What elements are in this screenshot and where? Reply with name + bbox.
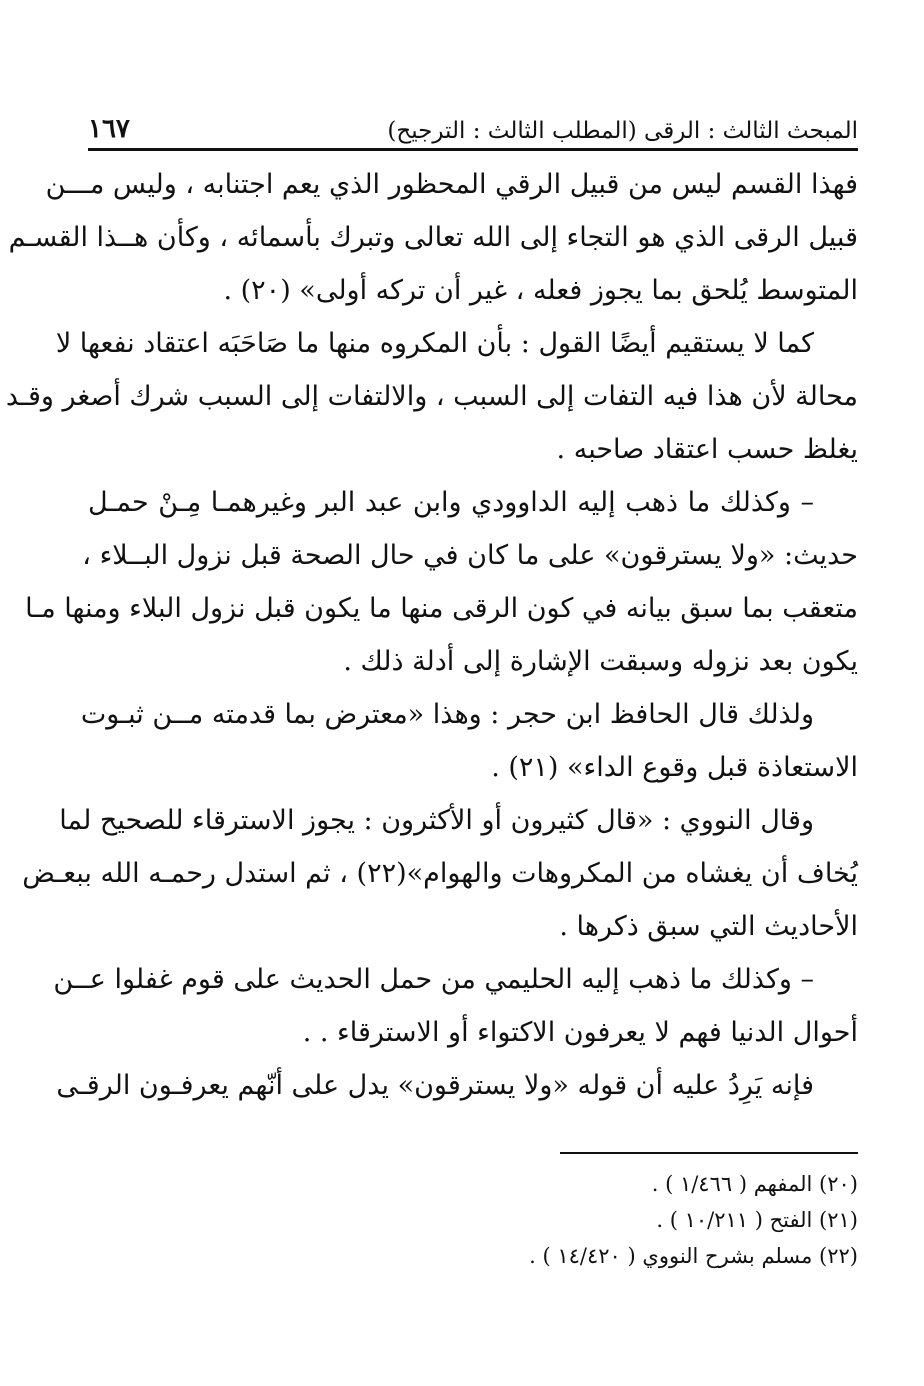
body-text bbox=[5, 158, 858, 1112]
text-line: يغلظ حسب اعتقاد صاحبه . bbox=[556, 434, 858, 465]
text-line: متعقب بما سبق بيانه في كون الرقى منها ما يكون قبل نزول البلاء ومنها مـا bbox=[25, 593, 858, 624]
footnotes bbox=[88, 1166, 858, 1274]
text-line: وقال النووي : «قال كثيرون أو الأكثرون : يجوز الاسترقاء للصحيح لما bbox=[59, 805, 814, 836]
text-line: حديث: «ولا يسترقون» على ما كان في حال الصحة قبل نزول البــلاء ، bbox=[82, 540, 858, 571]
text-line: يكون بعد نزوله وسبقت الإشارة إلى أدلة ذلك . bbox=[343, 646, 858, 677]
header-rule bbox=[88, 148, 858, 151]
text-line: يُخاف أن يغشاه من المكروهات والهوام»(٢٢) ، ثم استدل رحمـه الله ببعـض bbox=[22, 858, 858, 889]
footnote: (٢٠) المفهم ( ١/٤٦٦ ) . bbox=[651, 1172, 858, 1196]
header-title: المبحث الثالث : الرقى (المطلب الثالث : الترجيح) bbox=[387, 118, 858, 144]
text-line: فهذا القسم ليس من قبيل الرقي المحظور الذي يعم اجتنابه ، وليس مـــن bbox=[45, 169, 858, 200]
text-line: ولذلك قال الحافظ ابن حجر : وهذا «معترض بما قدمته مــن ثبـوت bbox=[80, 699, 814, 730]
text-line: محالة لأن هذا فيه التفات إلى السبب ، والالتفات إلى السبب شرك أصغر وقـد bbox=[5, 381, 858, 412]
text-line: كما لا يستقيم أيضًا القول : بأن المكروه منها ما صَاحَبَه اعتقاد نفعها لا bbox=[55, 328, 814, 359]
text-line: قبيل الرقى الذي هو التجاء إلى الله تعالى وتبرك بأسمائه ، وكأن هــذا القسـم bbox=[8, 222, 858, 253]
text-line: – وكذلك ما ذهب إليه الحليمي من حمل الحديث على قوم غفلوا عــن bbox=[53, 964, 814, 995]
footnote: (٢١) الفتح ( ١٠/٢١١ ) . bbox=[656, 1208, 858, 1232]
text-line: المتوسط يُلحق بما يجوز فعله ، غير أن تركه أولى» (٢٠) . bbox=[223, 275, 858, 306]
page-number: ١٦٧ bbox=[88, 114, 130, 144]
text-line: – وكذلك ما ذهب إليه الداوودي وابن عبد البر وغيرهمـا مِـنْ حمـل bbox=[88, 487, 814, 518]
running-header bbox=[88, 100, 858, 144]
text-line: الأحاديث التي سبق ذكرها . bbox=[559, 911, 858, 942]
text-line: الاستعاذة قبل وقوع الداء» (٢١) . bbox=[491, 752, 858, 783]
footnote-separator bbox=[560, 1152, 858, 1154]
text-line: أحوال الدنيا فهم لا يعرفون الاكتواء أو الاسترقاء . . bbox=[302, 1017, 858, 1048]
footnote: (٢٢) مسلم بشرح النووي ( ١٤/٤٢٠ ) . bbox=[529, 1244, 858, 1268]
text-line: فإنه يَرِدُ عليه أن قوله «ولا يسترقون» يدل على أنّهم يعرفـون الرقـى bbox=[56, 1070, 814, 1101]
